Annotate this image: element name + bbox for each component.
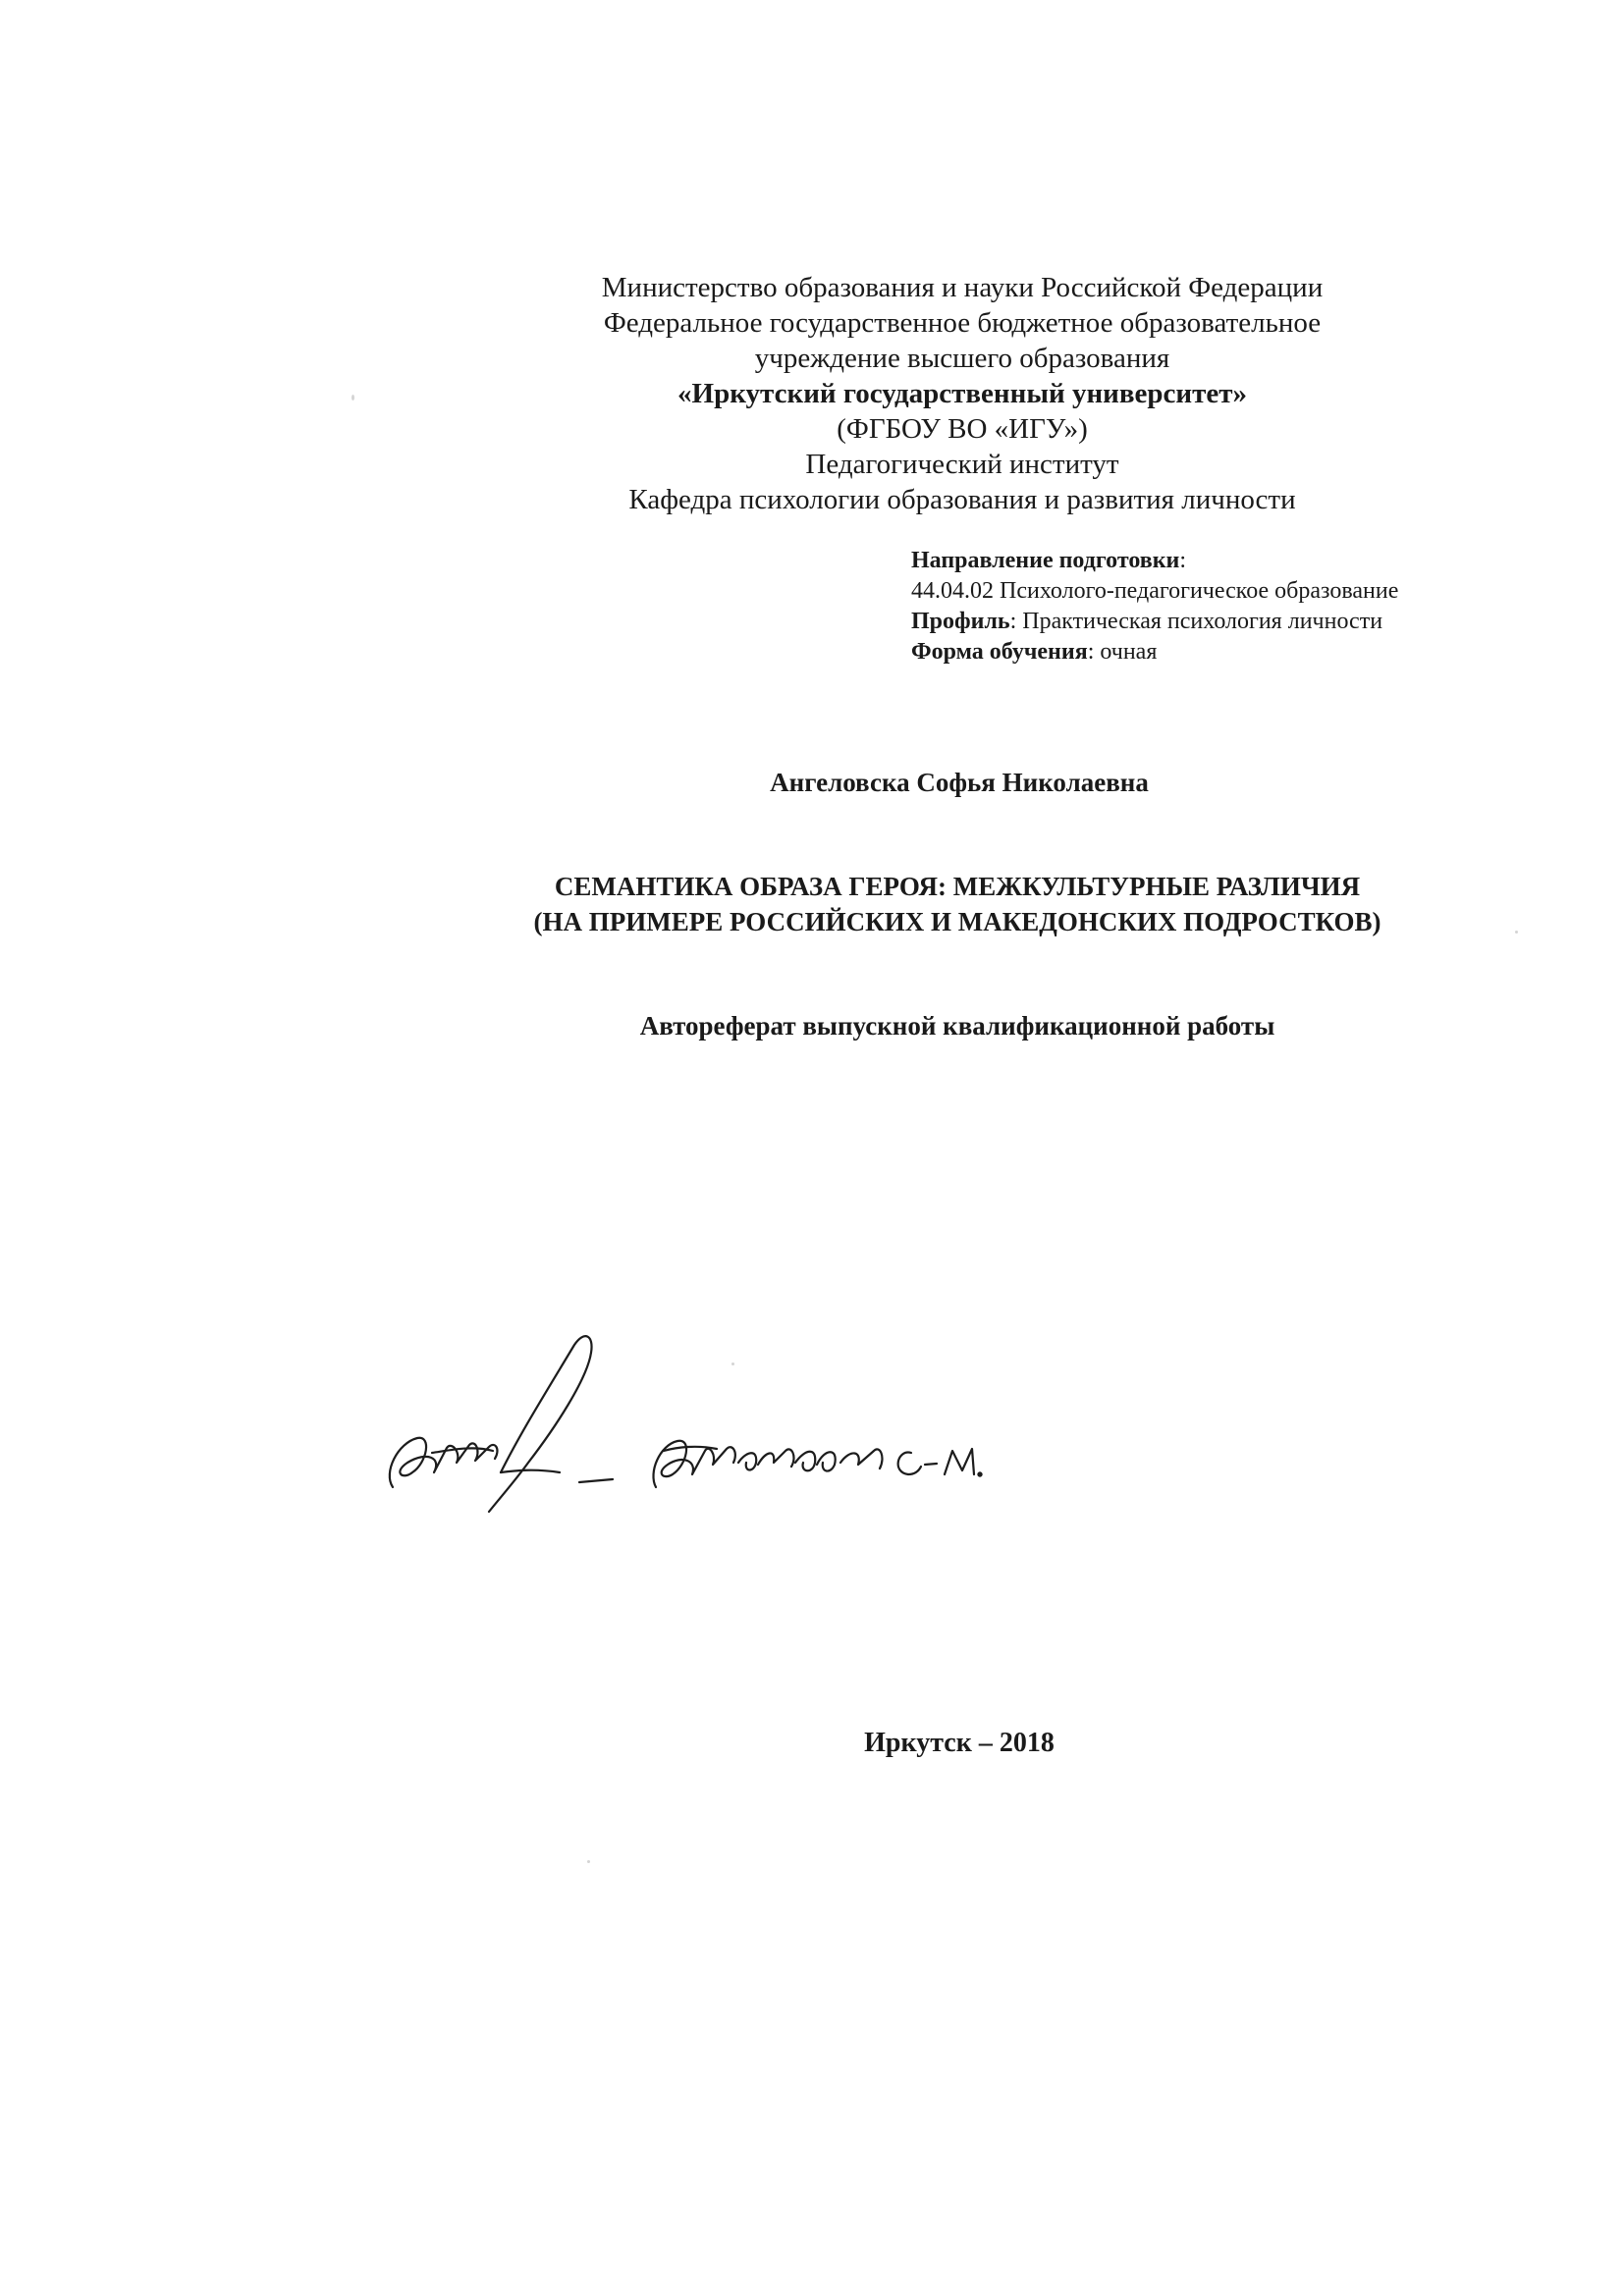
profile-value: Практическая психология личности [1022, 609, 1383, 634]
direction-label: Направление подготовки [911, 548, 1180, 573]
scan-speck [1515, 931, 1518, 934]
city-year: Иркутск – 2018 [864, 1728, 1055, 1758]
profile-line: Профиль: Практическая психология личности [911, 609, 1383, 634]
direction-value: 44.04.02 Психолого-педагогическое образование [911, 578, 1399, 604]
handwritten-signature [373, 1325, 1001, 1522]
department-name: Кафедра психологии образования и развития личности [628, 484, 1296, 515]
institution-header [461, 270, 1463, 517]
study-details [911, 546, 1398, 667]
university-name: «Иркутский государственный университет» [677, 378, 1247, 409]
scan-speck [731, 1362, 734, 1365]
direction-heading: Направление подготовки: [911, 548, 1187, 573]
institution-line-2: учреждение высшего образования [754, 343, 1170, 374]
profile-label: Профиль [911, 609, 1010, 634]
document-type: Автореферат выпускной квалификационной работы [639, 1011, 1275, 1041]
institute-name: Педагогический институт [805, 449, 1119, 480]
form-label: Форма обучения [911, 639, 1088, 665]
university-abbreviation: (ФГБОУ ВО «ИГУ») [837, 413, 1088, 445]
thesis-title-line-1: СЕМАНТИКА ОБРАЗА ГЕРОЯ: МЕЖКУЛЬТУРНЫЕ РАЗЛИЧИЯ [554, 872, 1361, 901]
ministry-line: Министерство образования и науки Российской Федерации [601, 272, 1324, 303]
form-value: очная [1100, 639, 1158, 665]
scan-speck [587, 1860, 590, 1863]
scan-speck [352, 395, 354, 400]
institution-line-1: Федеральное государственное бюджетное образовательное [603, 307, 1322, 339]
thesis-title-line-2: (НА ПРИМЕРЕ РОССИЙСКИХ И МАКЕДОНСКИХ ПОДРОСТКОВ) [533, 907, 1381, 936]
thesis-title [0, 869, 1624, 939]
author-name: Ангеловска Софья Николаевна [770, 768, 1149, 797]
form-line: Форма обучения: очная [911, 639, 1158, 665]
